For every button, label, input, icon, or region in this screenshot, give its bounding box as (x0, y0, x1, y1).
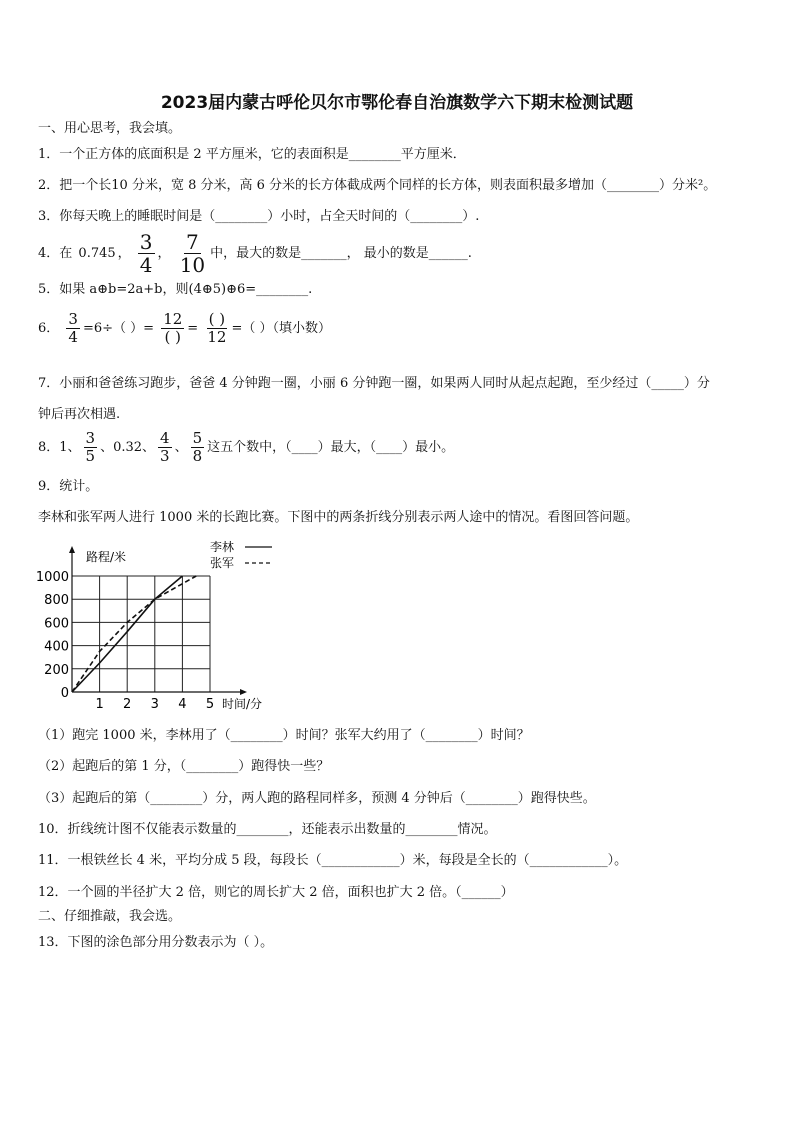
question-6 (38, 312, 331, 345)
question-9-3: （3）起跑后的第（________）分，两人跑的路程同样多，预测 4 分钟后（________）跑得快些。 (38, 791, 596, 806)
chart-grid (72, 576, 210, 692)
question-12: 12．一个圆的半径扩大 2 倍，则它的周长扩大 2 倍，面积也扩大 2 倍。（______） (38, 885, 514, 900)
x-tick-label: 4 (178, 697, 187, 712)
y-axis-arrow-icon (69, 546, 75, 553)
question-10: 10．折线统计图不仅能表示数量的________，还能表示出数量的________情况。 (38, 822, 497, 837)
q8-fraction-1: $\frac{3}{5}$ (85, 429, 96, 465)
y-tick-label: 0 (60, 686, 69, 701)
distance-time-chart (34, 535, 284, 715)
question-9-1: （1）跑完 1000 米，李林用了（________）时间？张军大约用了（________）时间？ (38, 728, 530, 743)
question-3: 3．你每天晚上的睡眠时间是（________）小时，占全天时间的（________）. (38, 209, 480, 224)
q6-fraction-2: $\frac{12}{( )}$ (163, 310, 183, 346)
chart-legend (210, 539, 272, 570)
q8-middle: 、0.32、 (100, 440, 156, 455)
q6-part-2: =（ ）（填小数） (231, 321, 331, 336)
x-axis-arrow-icon (240, 689, 247, 695)
section-heading-1: 一、用心思考，我会填。 (38, 121, 182, 136)
legend-label: 张军 (210, 556, 235, 570)
q6-fraction-3: $\frac{( )}{12}$ (207, 310, 227, 346)
question-4 (38, 232, 472, 275)
x-axis-label: 时间/分 (222, 697, 263, 711)
q4-separator-1: ， (117, 246, 131, 261)
q4-separator-2: ， (157, 246, 171, 261)
chart-series (72, 576, 196, 692)
q8-suffix: 这五个数中，（____）最大，（____）最小。 (207, 440, 455, 455)
y-tick-labels (36, 570, 69, 701)
question-9-description: 李林和张军两人进行 1000 米的长跑比赛。下图中的两条折线分别表示两人途中的情况。看图回答问题。 (38, 510, 639, 525)
q8-fraction-2: $\frac{4}{3}$ (160, 429, 170, 465)
series-line-zhangjun (72, 576, 196, 692)
page-title: 2023届内蒙古呼伦贝尔市鄂伦春自治旗数学六下期末检测试题 (160, 93, 634, 113)
q8-fraction-3: $\frac{5}{8}$ (192, 429, 203, 465)
q8-separator: 、 (174, 440, 188, 455)
question-9: 9．统计。 (38, 479, 99, 494)
q4-fraction-2: $\frac{7}{10}$ (179, 230, 206, 277)
y-tick-label: 600 (44, 616, 69, 632)
question-9-2: （2）起跑后的第 1 分，（________）跑得快一些？ (38, 759, 330, 774)
y-tick-label: 200 (44, 662, 69, 678)
question-5: 5．如果 a⊕b=2a+b，则(4⊕5)⊕6=________. (38, 282, 313, 297)
question-2: 2．把一个长10 分米，宽 8 分米，高 6 分米的长方体截成两个同样的长方体，则表面积最多增加（________）分米²。 (38, 178, 717, 193)
legend-label: 李林 (210, 540, 235, 554)
x-tick-label: 1 (95, 697, 104, 712)
q6-part-1: =6÷（ ）= (82, 321, 155, 336)
x-tick-label: 5 (205, 697, 215, 712)
question-8 (38, 431, 454, 464)
y-tick-label: 400 (44, 639, 69, 655)
question-7-line-1: 7．小丽和爸爸练习跑步，爸爸 4 分钟跑一圈，小丽 6 分钟跑一圈，如果两人同时从起点起跑，至少经过（_____）分 (38, 376, 710, 391)
q6-label: 6． (38, 321, 60, 336)
q4-suffix: 中，最大的数是_______， 最小的数是______. (210, 246, 472, 261)
q6-equals: = (187, 321, 199, 336)
y-axis-label: 路程/米 (86, 550, 127, 564)
x-tick-label: 2 (123, 697, 132, 712)
q4-fraction-1: $\frac{3}{4}$ (139, 230, 153, 277)
x-tick-labels (95, 697, 214, 712)
y-tick-label: 800 (44, 593, 69, 609)
question-1: 1．一个正方体的底面积是 2 平方厘米，它的表面积是________平方厘米． (38, 147, 466, 162)
x-tick-label: 3 (150, 697, 159, 712)
q8-prefix: 8．1、 (38, 440, 81, 455)
y-tick-label: 1000 (35, 570, 69, 585)
q4-decimal: 0.745 (78, 246, 116, 261)
question-11: 11．一根铁丝长 4 米，平均分成 5 段，每段长（____________）米，每段是全长的（____________）。 (38, 853, 628, 868)
q4-prefix: 4．在 (38, 246, 73, 261)
question-7-line-2: 钟后再次相遇. (38, 407, 121, 422)
question-13: 13．下图的涂色部分用分数表示为（ ）。 (38, 935, 274, 950)
section-heading-2: 二、仔细推敲，我会选。 (38, 909, 182, 924)
q6-fraction-1: $\frac{3}{4}$ (68, 310, 78, 346)
